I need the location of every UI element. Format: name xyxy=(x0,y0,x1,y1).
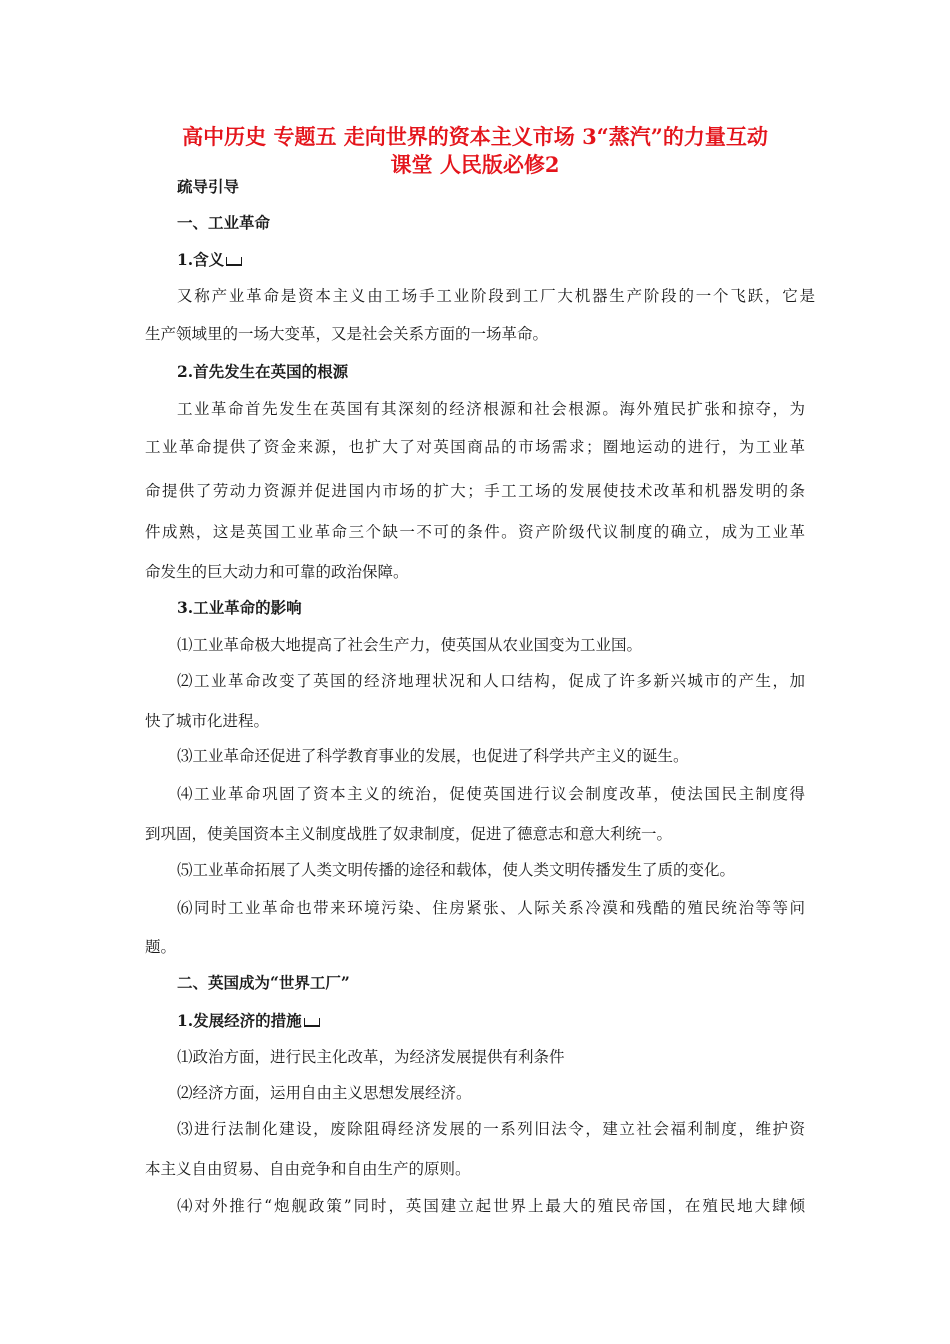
part1-item3-line-1: ⑴工业革命极大地提高了社会生产力，使英国从农业国变为工业国。 xyxy=(177,636,643,654)
part1-item2-heading: 2.首先发生在英国的根源 xyxy=(177,362,349,381)
section-label: 疏导引导 xyxy=(177,177,240,196)
part2-item1-line-2: ⑵经济方面，运用自由主义思想发展经济。 xyxy=(177,1084,472,1102)
part1-item1-line-1: 又称产业革命是资本主义由工场手工业阶段到工厂大机器生产阶段的一个飞跃，它是 xyxy=(177,287,815,305)
part2-item1-heading-row xyxy=(177,1011,847,1031)
part1-item2-line-1: 工业革命首先发生在英国有其深刻的经济根源和社会根源。海外殖民扩张和掠夺，为 xyxy=(177,400,805,418)
part1-item1-line-2: 生产领域里的一场大变革，又是社会关系方面的一场革命。 xyxy=(145,325,549,343)
part1-item3-line-8: ⑹同时工业革命也带来环境污染、住房紧张、人际关系冷漠和残酷的殖民统治等等问 xyxy=(177,899,805,917)
part1-item3-heading: 3.工业革命的影响 xyxy=(177,598,302,617)
part1-item1-heading-row xyxy=(177,250,847,270)
part2-item1-heading: 1.发展经济的措施 xyxy=(177,1011,302,1030)
part2-item1-line-4: 本主义自由贸易、自由竞争和自由生产的原则。 xyxy=(145,1160,471,1178)
part1-item1-heading: 1.含义 xyxy=(177,250,225,269)
bracket-mark-icon xyxy=(304,1018,320,1027)
part2-item1-line-1: ⑴政治方面，进行民主化改革，为经济发展提供有利条件 xyxy=(177,1048,565,1066)
part1-item2-line-4: 件成熟，这是英国工业革命三个缺一不可的条件。资产阶级代议制度的确立，成为工业革 xyxy=(145,523,805,541)
bracket-mark-icon xyxy=(226,257,242,266)
part1-item2-line-2: 工业革命提供了资金来源，也扩大了对英国商品的市场需求；圈地运动的进行，为工业革 xyxy=(145,438,805,456)
document-title-line-1: 高中历史 专题五 走向世界的资本主义市场 3“蒸汽”的力量互动 xyxy=(182,124,768,149)
part1-item3-line-7: ⑸工业革命拓展了人类文明传播的途径和载体，使人类文明传播发生了质的变化。 xyxy=(177,861,736,879)
part1-item3-line-6: 到巩固，使美国资本主义制度战胜了奴隶制度，促进了德意志和意大利统一。 xyxy=(145,825,673,843)
part1-item3-line-2: ⑵工业革命改变了英国的经济地理状况和人口结构，促成了许多新兴城市的产生，加 xyxy=(177,672,805,690)
part1-item2-line-3: 命提供了劳动力资源并促进国内市场的扩大；手工工场的发展使技术改革和机器发明的条 xyxy=(145,482,805,500)
part2-item1-line-3: ⑶进行法制化建设，废除阻碍经济发展的一系列旧法令，建立社会福利制度，维护资 xyxy=(177,1120,805,1138)
part1-item3-line-9: 题。 xyxy=(145,938,177,956)
part2-item1-line-5: ⑷对外推行“炮舰政策”同时，英国建立起世界上最大的殖民帝国，在殖民地大肆倾 xyxy=(177,1197,805,1215)
part1-item3-line-5: ⑷工业革命巩固了资本主义的统治，促使英国进行议会制度改革，使法国民主制度得 xyxy=(177,785,805,803)
part1-item3-line-4: ⑶工业革命还促进了科学教育事业的发展，也促进了科学共产主义的诞生。 xyxy=(177,747,689,765)
part1-item3-line-3: 快了城市化进程。 xyxy=(145,712,270,730)
part2-heading: 二、英国成为“世界工厂” xyxy=(177,973,350,992)
document-title-line-2: 课堂 人民版必修2 xyxy=(390,152,560,177)
part1-heading: 一、工业革命 xyxy=(177,213,271,232)
part1-item2-line-5: 命发生的巨大动力和可靠的政治保障。 xyxy=(145,563,409,581)
